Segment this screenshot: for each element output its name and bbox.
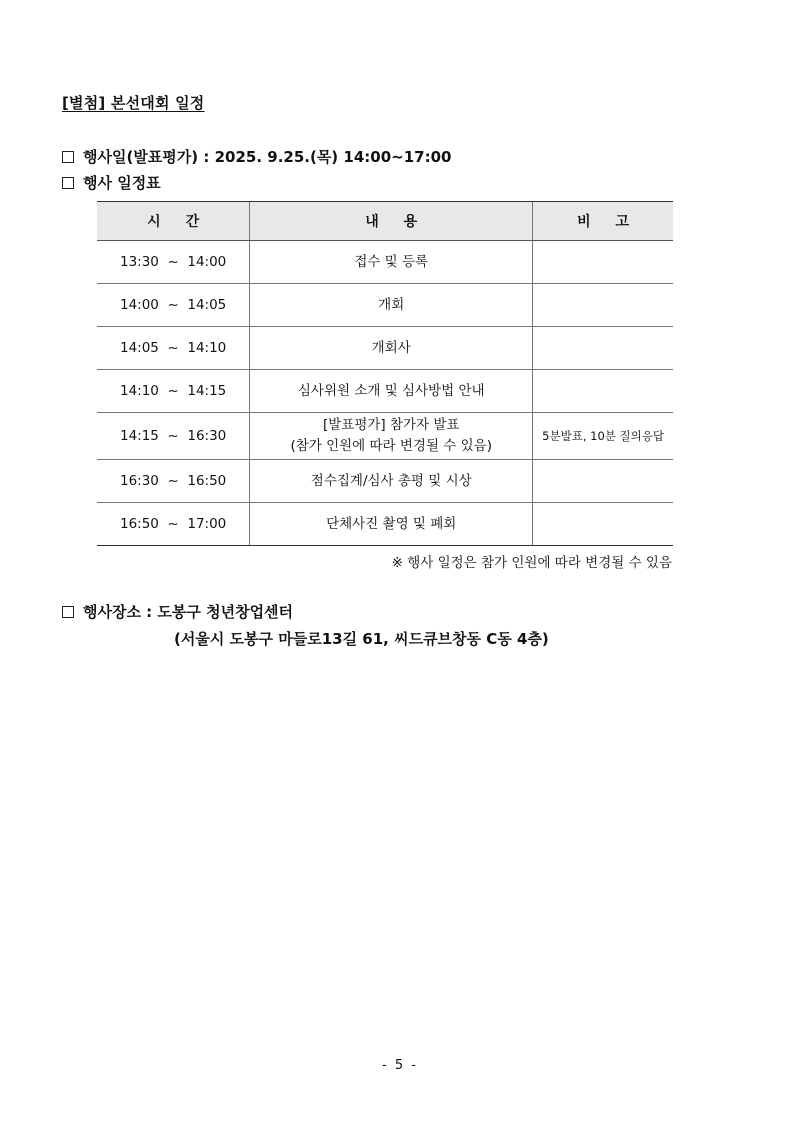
row-content	[250, 413, 533, 460]
table-header-row	[97, 202, 673, 241]
row-content-line: 개회	[378, 296, 405, 313]
row-content-line: 점수집계/심사 총평 및 시상	[310, 472, 472, 489]
row-note	[533, 503, 673, 546]
row-time: 13:30 ~ 14:00	[97, 241, 250, 284]
row-content	[250, 503, 533, 546]
venue-text: 행사장소 : 도봉구 청년창업센터	[83, 603, 294, 621]
header-content: 내 용	[250, 202, 533, 241]
event-date-item	[62, 146, 451, 167]
table-row	[97, 241, 673, 284]
row-time: 14:10 ~ 14:15	[97, 370, 250, 413]
venue-address: (서울시 도봉구 마들로13길 61, 씨드큐브창동 C동 4층)	[174, 630, 549, 648]
table-row	[97, 413, 673, 460]
row-content-line: [발표평가] 참가자 발표	[322, 417, 460, 433]
row-content-line: 심사위원 소개 및 심사방법 안내	[297, 382, 485, 399]
row-time: 16:50 ~ 17:00	[97, 503, 250, 546]
row-content-line: 단체사진 촬영 및 폐회	[326, 515, 457, 532]
row-content	[250, 284, 533, 327]
venue-item	[62, 601, 293, 622]
table-row	[97, 327, 673, 370]
schedule-heading-item	[62, 172, 161, 193]
schedule-heading-text: 행사 일정표	[83, 174, 161, 192]
header-note: 비 고	[533, 202, 673, 241]
row-time: 14:15 ~ 16:30	[97, 413, 250, 460]
row-note	[533, 327, 673, 370]
page-title: [별첨] 본선대회 일정	[62, 94, 205, 112]
row-content-line: (참가 인원에 따라 변경될 수 있음)	[290, 438, 492, 454]
schedule-footnote: ※ 행사 일정은 참가 인원에 따라 변경될 수 있음	[391, 555, 672, 571]
row-content	[250, 241, 533, 284]
checkbox-bullet-icon	[62, 606, 74, 618]
row-time: 16:30 ~ 16:50	[97, 460, 250, 503]
table-row	[97, 284, 673, 327]
checkbox-bullet-icon	[62, 177, 74, 189]
row-content	[250, 327, 533, 370]
schedule-table	[97, 201, 673, 546]
row-time: 14:00 ~ 14:05	[97, 284, 250, 327]
table-row	[97, 370, 673, 413]
page-number: - 5 -	[382, 1058, 418, 1073]
row-time: 14:05 ~ 14:10	[97, 327, 250, 370]
header-time: 시 간	[97, 202, 250, 241]
row-content	[250, 460, 533, 503]
row-note: 5분발표, 10분 질의응답	[533, 413, 673, 460]
event-date-text: 행사일(발표평가) : 2025. 9.25.(목) 14:00~17:00	[83, 148, 452, 166]
table-row	[97, 503, 673, 546]
row-note	[533, 241, 673, 284]
table-row	[97, 460, 673, 503]
row-note	[533, 284, 673, 327]
row-note	[533, 460, 673, 503]
row-content	[250, 370, 533, 413]
row-content-line: 접수 및 등록	[354, 253, 429, 270]
row-note	[533, 370, 673, 413]
checkbox-bullet-icon	[62, 151, 74, 163]
row-content-line: 개회사	[371, 339, 411, 356]
